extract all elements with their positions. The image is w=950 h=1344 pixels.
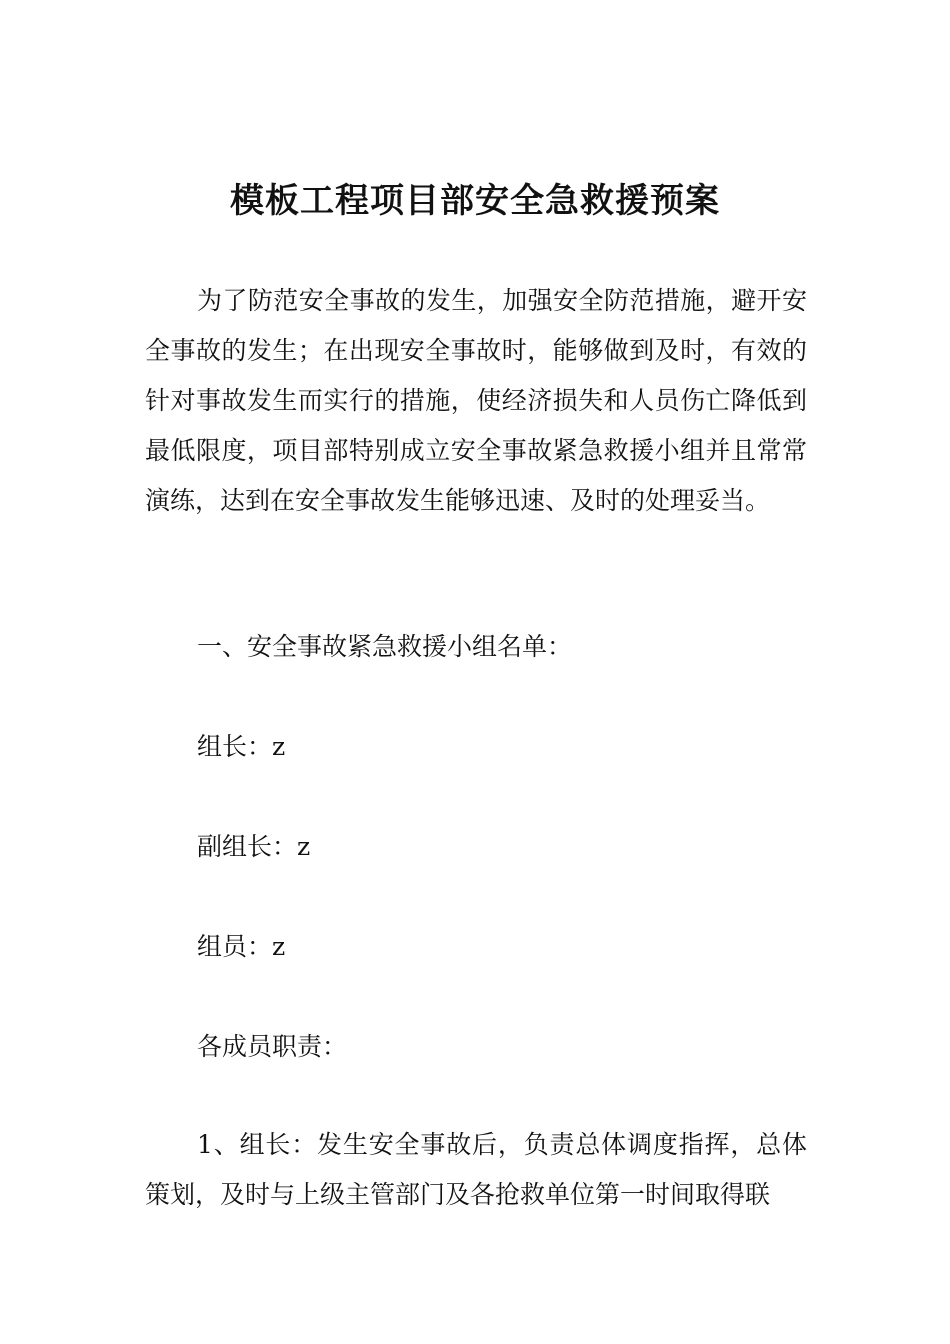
duties-heading: 各成员职责： <box>197 1032 348 1061</box>
team-leader-line: 组长：z <box>197 732 286 761</box>
deputy-leader-line: 副组长：z <box>197 832 311 861</box>
duty-item-leader: 1、组长：发生安全事故后，负责总体调度指挥，总体策划，及时与上级主管部门及各抢救单位第一时间取得联 <box>145 1130 807 1209</box>
section-heading-rescue-team: 一、安全事故紧急救援小组名单： <box>197 632 573 661</box>
intro-paragraph: 为了防范安全事故的发生，加强安全防范措施，避开安全事故的发生；在出现安全事故时，能够做到及时，有效的针对事故发生而实行的措施，使经济损失和人员伤亡降低到最低限度，项目部特别成立安全事故紧急救援小组并且常常演练，达到在安全事故发生能够迅速、及时的处理妥当。 <box>145 286 807 515</box>
team-members-line: 组员：z <box>197 932 286 961</box>
document-title: 模板工程项目部安全急救援预案 <box>230 181 720 221</box>
